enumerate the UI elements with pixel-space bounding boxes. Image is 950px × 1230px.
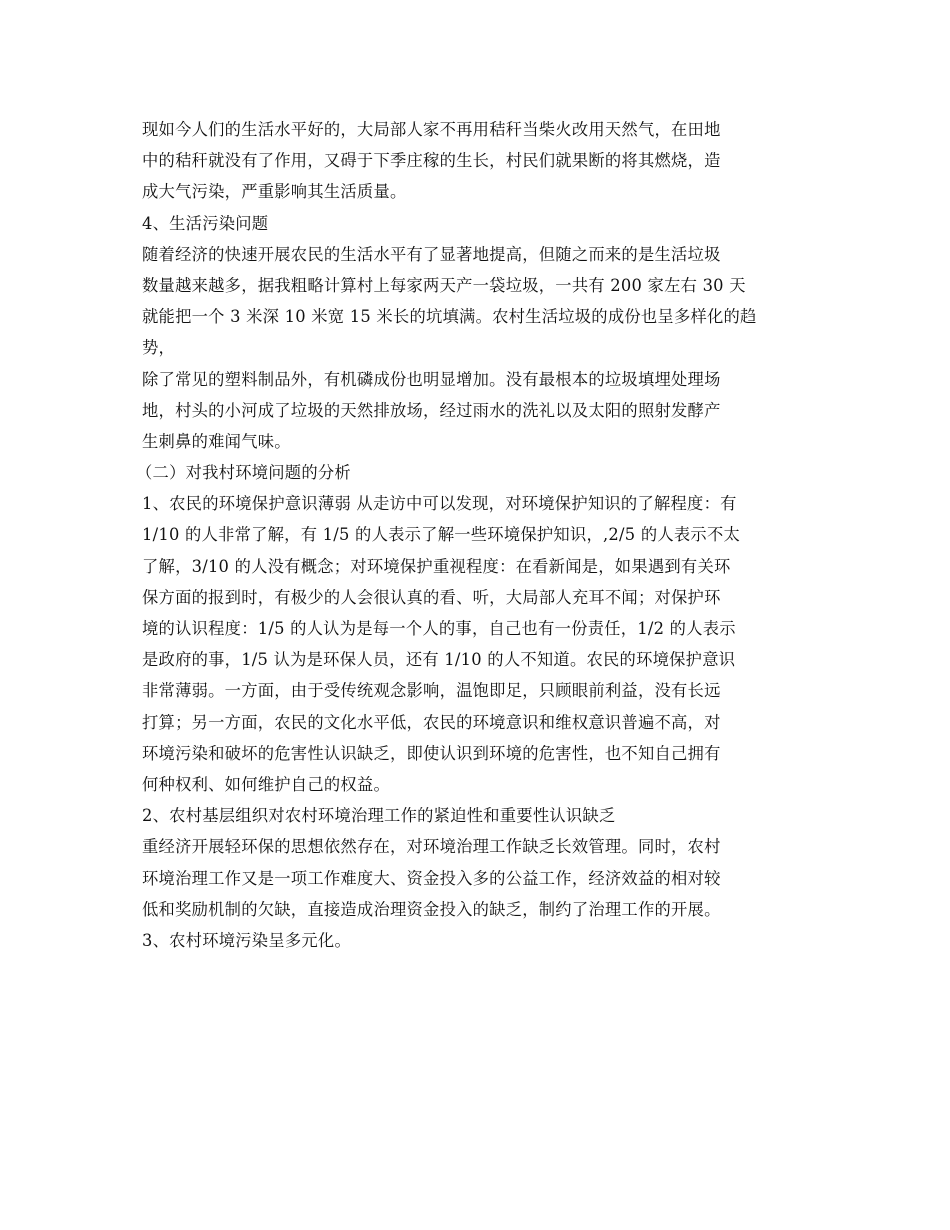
text-line: 环境污染和破坏的危害性认识缺乏，即使认识到环境的危害性，也不知自己拥有: [142, 743, 721, 763]
text-line: 成大气污染，严重影响其生活质量。: [142, 182, 407, 202]
text-line: 随着经济的快速开展农民的生活水平有了显著地提高，但随之而来的是生活垃圾: [142, 244, 721, 264]
text-line: 势，: [142, 338, 176, 358]
text-line: 生刺鼻的难闻气味。: [142, 431, 291, 451]
text-line: 数量越来越多，据我粗略计算村上每家两天产一袋垃圾，一共有 200 家左右 30 天: [142, 275, 746, 295]
text-line: 了解，3/10 的人没有概念；对环境保护重视程度：在看新闻是，如果遇到有关环: [142, 556, 731, 576]
text-line: 就能把一个 3 米深 10 米宽 15 米长的坑填满。农村生活垃圾的成份也呈多样化的趋: [142, 307, 757, 327]
section-heading: 2、农村基层组织对农村环境治理工作的紧迫性和重要性认识缺乏: [142, 806, 616, 826]
text-line: 环境治理工作又是一项工作难度大、资金投入多的公益工作，经济效益的相对较: [142, 868, 721, 888]
text-line: 中的秸秆就没有了作用，又碍于下季庄稼的生长，村民们就果断的将其燃烧，造: [142, 151, 721, 171]
body-text: [136, 114, 812, 956]
text-line: 非常薄弱。一方面，由于受传统观念影响，温饱即足，只顾眼前利益，没有长远: [142, 681, 721, 701]
text-line: 1、农民的环境保护意识薄弱 从走访中可以发现，对环境保护知识的了解程度：有: [142, 494, 737, 514]
text-line: 保方面的报到时，有极少的人会很认真的看、听，大局部人充耳不闻；对保护环: [142, 587, 721, 607]
text-line: 何种权利、如何维护自己的权益。: [142, 774, 390, 794]
text-line: 除了常见的塑料制品外，有机磷成份也明显增加。没有最根本的垃圾填埋处理场: [142, 369, 721, 389]
text-line: 低和奖励机制的欠缺，直接造成治理资金投入的缺乏，制约了治理工作的开展。: [142, 899, 721, 919]
text-line: 地，村头的小河成了垃圾的天然排放场，经过雨水的洗礼以及太阳的照射发酵产: [142, 400, 721, 420]
text-line: 重经济开展轻环保的思想依然存在，对环境治理工作缺乏长效管理。同时，农村: [142, 837, 721, 857]
text-line: 1/10 的人非常了解，有 1/5 的人表示了解一些环境保护知识，,2/5 的人表示不太: [142, 525, 741, 545]
text-line: 现如今人们的生活水平好的，大局部人家不再用秸秆当柴火改用天然气，在田地: [142, 120, 721, 139]
text-line: 境的认识程度：1/5 的人认为是每一个人的事，自己也有一份责任，1/2 的人表示: [142, 619, 736, 638]
section-heading: 4、生活污染问题: [142, 213, 269, 233]
section-heading: （二）对我村环境问题的分析: [136, 463, 351, 483]
text-line: 打算；另一方面，农民的文化水平低，农民的环境意识和维权意识普遍不高，对: [142, 712, 721, 732]
section-heading: 3、农村环境污染呈多元化。: [142, 930, 351, 950]
text-line: 是政府的事，1/5 认为是环保人员，还有 1/10 的人不知道。农民的环境保护意识: [142, 650, 736, 670]
